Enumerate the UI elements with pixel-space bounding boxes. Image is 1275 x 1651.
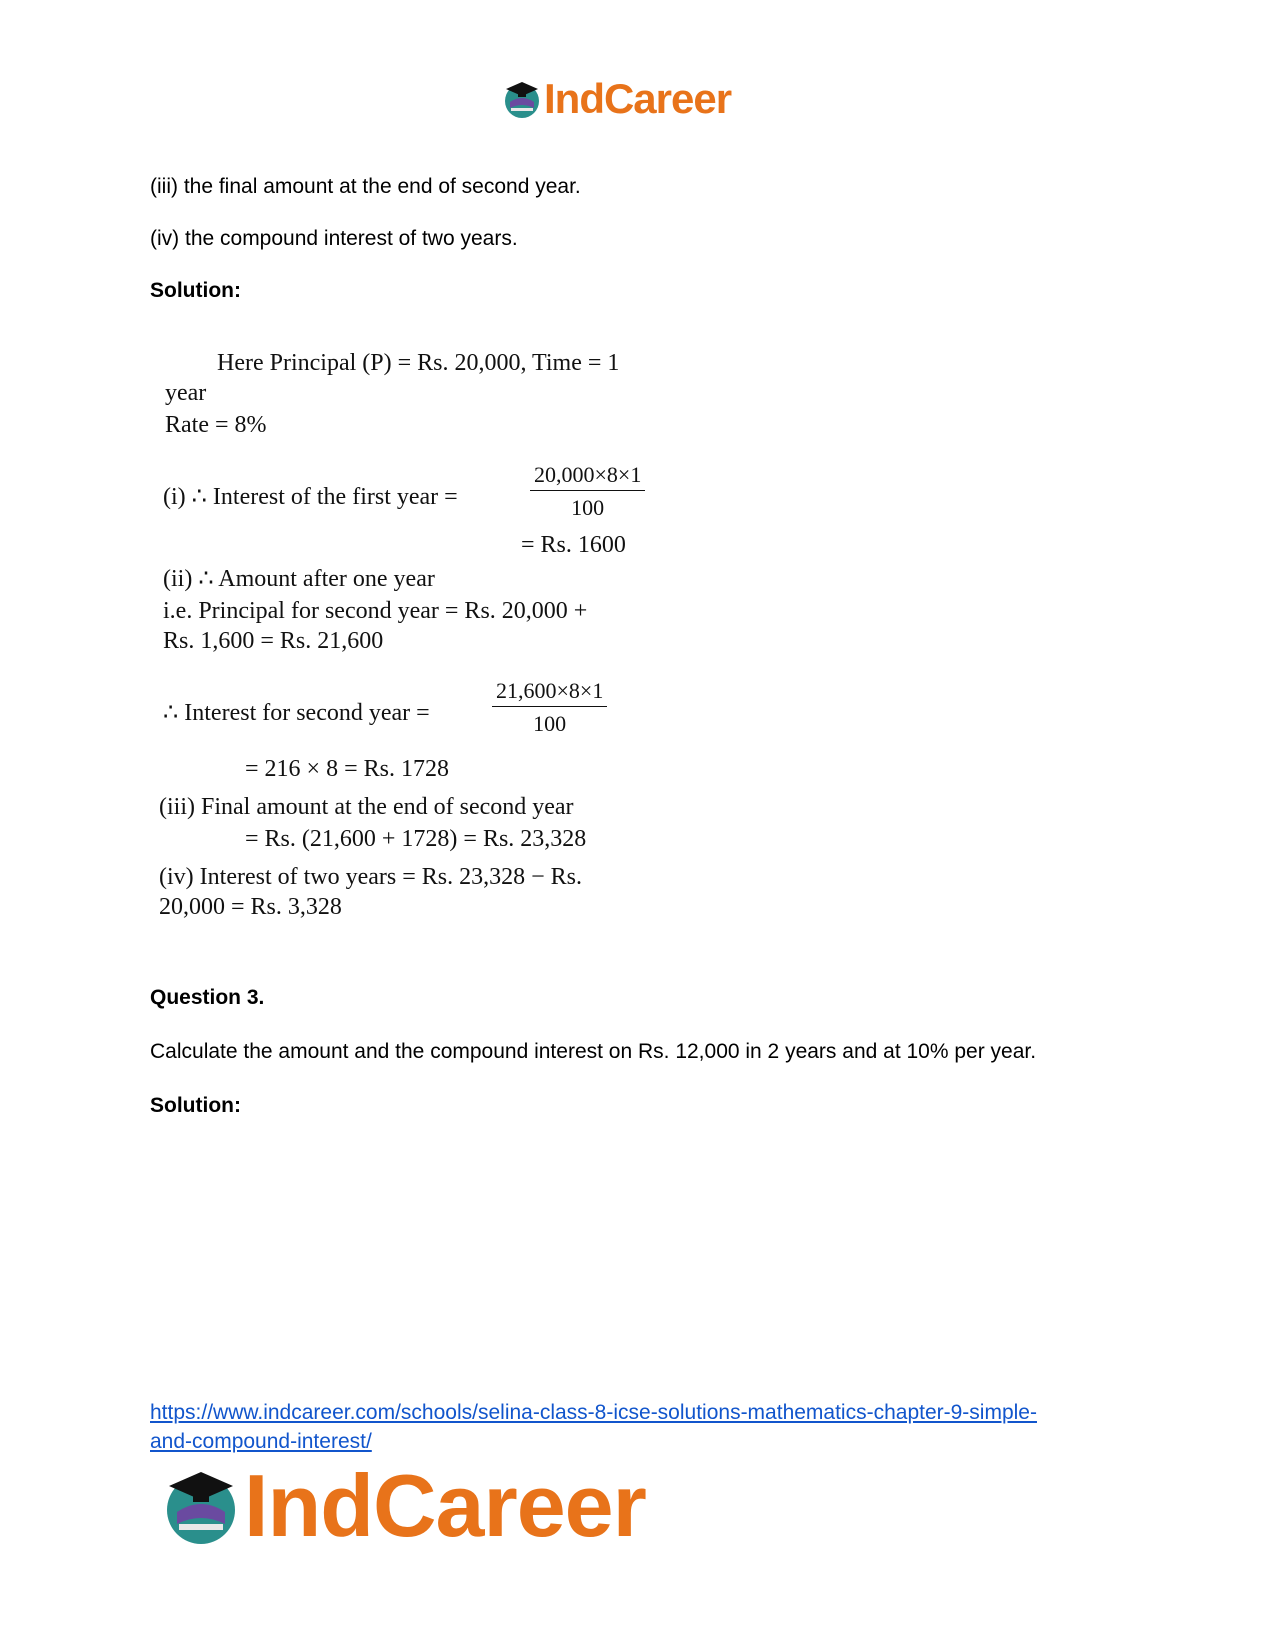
graduation-globe-icon (160, 1464, 242, 1548)
principal-second-year: i.e. Principal for second year = Rs. 20,000 + (163, 598, 588, 624)
logo-wordmark: IndCareer (544, 75, 732, 122)
header-logo (502, 75, 732, 122)
interest-second-year-label: ∴ Interest for second year = (163, 700, 430, 726)
solution-heading-2: Solution: (150, 1094, 241, 1117)
solution-heading: Solution: (150, 279, 241, 302)
rate-line: Rate = 8% (165, 412, 267, 438)
scanned-solution (155, 350, 695, 960)
principal-line: Here Principal (P) = Rs. 20,000, Time = 1 (217, 350, 620, 376)
fraction-numerator: 20,000×8×1 (530, 462, 645, 491)
interest-second-year-fraction (492, 678, 607, 737)
two-year-interest-label: (iv) Interest of two years = Rs. 23,328 − Rs. (159, 864, 583, 890)
question-3-text: Calculate the amount and the compound interest on Rs. 12,000 in 2 years and at 10% per year. (150, 1040, 1037, 1063)
two-year-interest-result: 20,000 = Rs. 3,328 (159, 894, 342, 920)
interest-second-year-result: = 216 × 8 = Rs. 1728 (245, 756, 449, 782)
interest-first-year-fraction (530, 462, 645, 521)
source-link-line-1[interactable]: https://www.indcareer.com/schools/selina-class-8-icse-solutions-mathematics-chapter-9-simple- (150, 1401, 1037, 1424)
source-link-line-2[interactable]: and-compound-interest/ (150, 1430, 372, 1453)
principal-second-year-total: Rs. 1,600 = Rs. 21,600 (163, 628, 384, 654)
subquestion-iii: (iii) the final amount at the end of second year. (150, 175, 581, 198)
final-amount-result: = Rs. (21,600 + 1728) = Rs. 23,328 (245, 826, 587, 852)
subquestion-iv: (iv) the compound interest of two years. (150, 227, 518, 250)
amount-after-one-year: (ii) ∴ Amount after one year (163, 566, 435, 592)
interest-first-year-label: (i) ∴ Interest of the first year = (163, 484, 458, 510)
fraction-denominator: 100 (533, 711, 567, 736)
logo-wordmark: IndCareer (244, 1456, 646, 1555)
question-3-heading: Question 3. (150, 986, 265, 1009)
graduation-globe-icon (502, 78, 542, 120)
fraction-denominator: 100 (571, 495, 605, 520)
fraction-numerator: 21,600×8×1 (492, 678, 607, 707)
final-amount-label: (iii) Final amount at the end of second year (159, 794, 574, 820)
source-link[interactable] (150, 1398, 1130, 1456)
footer-logo (160, 1456, 646, 1555)
year-word: year (165, 380, 207, 406)
interest-first-year-result: = Rs. 1600 (521, 532, 626, 558)
